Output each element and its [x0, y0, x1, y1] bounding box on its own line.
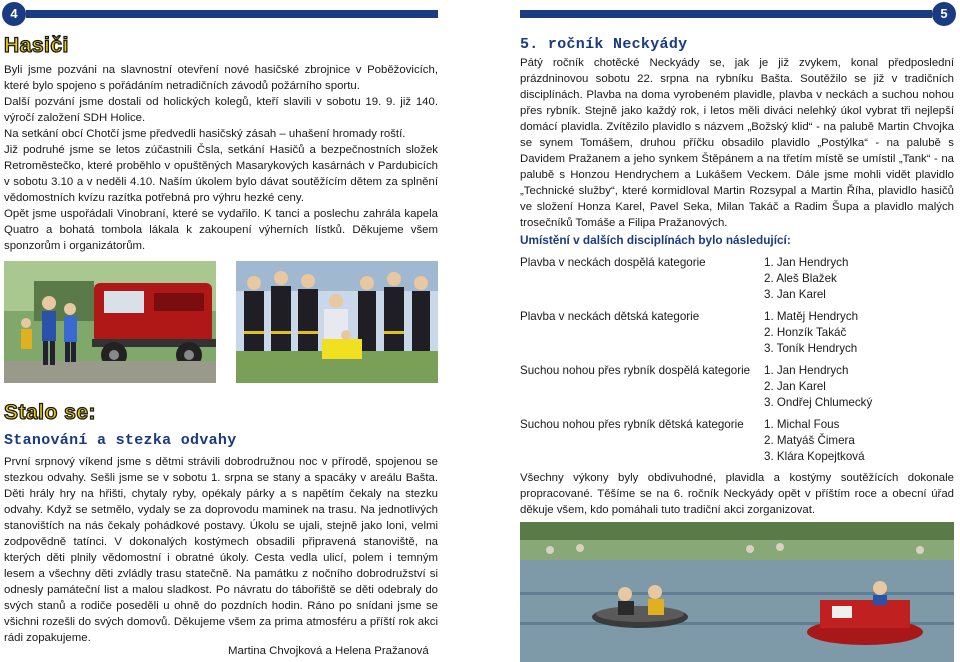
signature: Martina Chvojková a Helena Pražanová — [228, 645, 429, 657]
photo-neckyada-boats — [520, 522, 954, 662]
closing-paragraph: Všechny výkony byly obdivuhodné, plavidla a kostýmy soutěžících dokonale propracované. Těšíme se na 6. ročník Neckyády opět v příštím roce a obecní úřad děkuje všem, kdo pomáhali tuto tradiční akci zorganizovat. — [520, 472, 954, 516]
results-list — [520, 255, 954, 465]
result-category: Plavba v neckách dospělá kategorie — [520, 256, 706, 269]
result-category: Suchou nohou přes rybník dětská kategorie — [520, 418, 744, 431]
result-place: 1. Michal Fous — [764, 418, 840, 431]
photo-fire-truck-children — [4, 261, 216, 383]
hasici-text — [4, 62, 438, 254]
stalo-se-heading: Stalo se: — [4, 401, 97, 424]
hasici-heading: Hasiči — [4, 34, 69, 57]
hasici-paragraph-4: Již podruhé jsme se letos zúčastnili Čsla, setkání Hasičů a bezpečnostních složek Retroměstečko, které proběhlo v opuštěných Masarykových kasárnách v Pardubicích v sobotu 3.10 a v neděli 4.10. Naším úkolem bylo dávat soutěžícím dětem za splnění vědomostních kvízu razítka potřebná pro výhru hezké ceny. — [4, 144, 438, 204]
result-place: 3. Ondřej Chlumecký — [764, 396, 873, 409]
placement-heading: Umístění v dalších disciplínách bylo následující: — [520, 233, 791, 247]
header-bar-right — [520, 10, 932, 18]
photo-firefighters-group — [236, 261, 438, 383]
result-category: Plavba v neckách dětská kategorie — [520, 310, 700, 323]
page-number-right: 5 — [932, 2, 956, 26]
result-place: 2. Aleš Blažek — [764, 272, 837, 285]
result-place: 1. Jan Hendrych — [764, 364, 849, 377]
result-place: 2. Jan Karel — [764, 380, 826, 393]
neckyada-heading: 5. ročník Neckyády — [520, 36, 688, 53]
page-number-left: 4 — [2, 2, 26, 26]
stanovani-subheading: Stanování a stezka odvahy — [4, 432, 237, 449]
hasici-paragraph-3: Na setkání obcí Chotčí jsme předvedli hasičský zásah – uhašení hromady roští. — [4, 128, 406, 140]
result-category: Suchou nohou přes rybník dospělá kategorie — [520, 364, 751, 377]
result-place: 3. Toník Hendrych — [764, 342, 858, 355]
hasici-paragraph-1: Byli jsme pozváni na slavnostní otevření nové hasičské zbrojnice v Poběžovicích, které bylo spojeno s pořádáním netradičních závodů požárního sportu. — [4, 64, 438, 92]
hasici-paragraph-2: Další pozvání jsme dostali od holických kolegů, kteří slavili v sobotu 19. 9. již 140. výročí založení SDH Holice. — [4, 96, 438, 124]
result-place: 1. Matěj Hendrych — [764, 310, 859, 323]
neckyada-paragraph: Pátý ročník chotěcké Neckyády se, jak je již zvykem, konal předposlední prázdninovou sobotu 22. srpna na rybníku Bašta. Soutěžilo se již v tradičních disciplínách. Plavba na doma vyrobeném plavidle, plavba v neckách a suchou nohou přes rybník. Stejně jako každý rok, i letos měli diváci nelehký úkol vybrat tři nejlepší domácí plavidla. Zvítězilo plavidlo s názvem „Božský klid“ - na palubě Martin Chvojka se synem Tomášem, druhou příčku obsadilo plavidlo „Postýlka“ - na palubě s Davidem Pražanem a jeho synkem Štěpánem a na třetím místě se umístil „Tank“ - na palubě s Honzou Hendrychem a Lukášem Veckem. Dále jsme mohli vidět plavidlo „Technické služby“, které kormidloval Martin Rozsypal a Martin Říha, plavidlo hasičů ve složení Honza Karel, Pavel Seka, Milan Takáč a Radim Šupa a plavidlo malých trosečníků Tomáše a Filipa Pražanových. — [520, 57, 954, 229]
result-place: 1. Jan Hendrych — [764, 256, 849, 269]
result-place: 2. Honzík Takáč — [764, 326, 847, 339]
hasici-paragraph-5: Opět jsme uspořádali Vinobraní, které se vydařilo. K tanci a poslechu zahrála kapela Quatro a bohatá tombola lákala k zakoupení výherních lístků. Děkujeme všem sponzorům i organizátorům. — [4, 208, 438, 252]
result-place: 3. Klára Kopejtková — [764, 450, 865, 463]
result-place: 3. Jan Karel — [764, 288, 826, 301]
stanovani-paragraph: První srpnový víkend jsme s dětmi strávili dobrodružnou noc v přírodě, spojenou se stezkou odvahy. Sešli jsme se v sobotu 1. srpna se stany a spacáky v areálu Bašta. Děti hrály hry na hřišti, chytaly ryby, opékaly párky a s napětím čekaly na stezku odvahy. Když se setmělo, vydaly se za doprovodu maminek na trasu. Na jednotlivých stanovištích na nás čekaly pohádkové postavy. Úkolu se ujali, stejně jako loni, velmi zodpovědně tatínci. V dokonalých kostýmech obsadili připravená stanoviště, na kterých děti plnily vědomostní i obratné úkoly. Cesta vedla ulicí, polem i temným lesem a všechny děti zvládly trasu statečně. Na památku z nočního dobrodružství si odnesly památeční list a malou sladkost. Po návratu do tábořiště se děti odebraly do svých stanů a rodiče poseděli u ohně do pozdních hodin. Ráno po snídani jsme se všichni rozešli do svých domovů. Děkujeme všem za prima atmosféru a příští rok akci rádi zopakujeme. — [4, 456, 438, 644]
header-bar-left — [26, 10, 438, 18]
result-place: 2. Matyáš Čimera — [764, 434, 855, 447]
